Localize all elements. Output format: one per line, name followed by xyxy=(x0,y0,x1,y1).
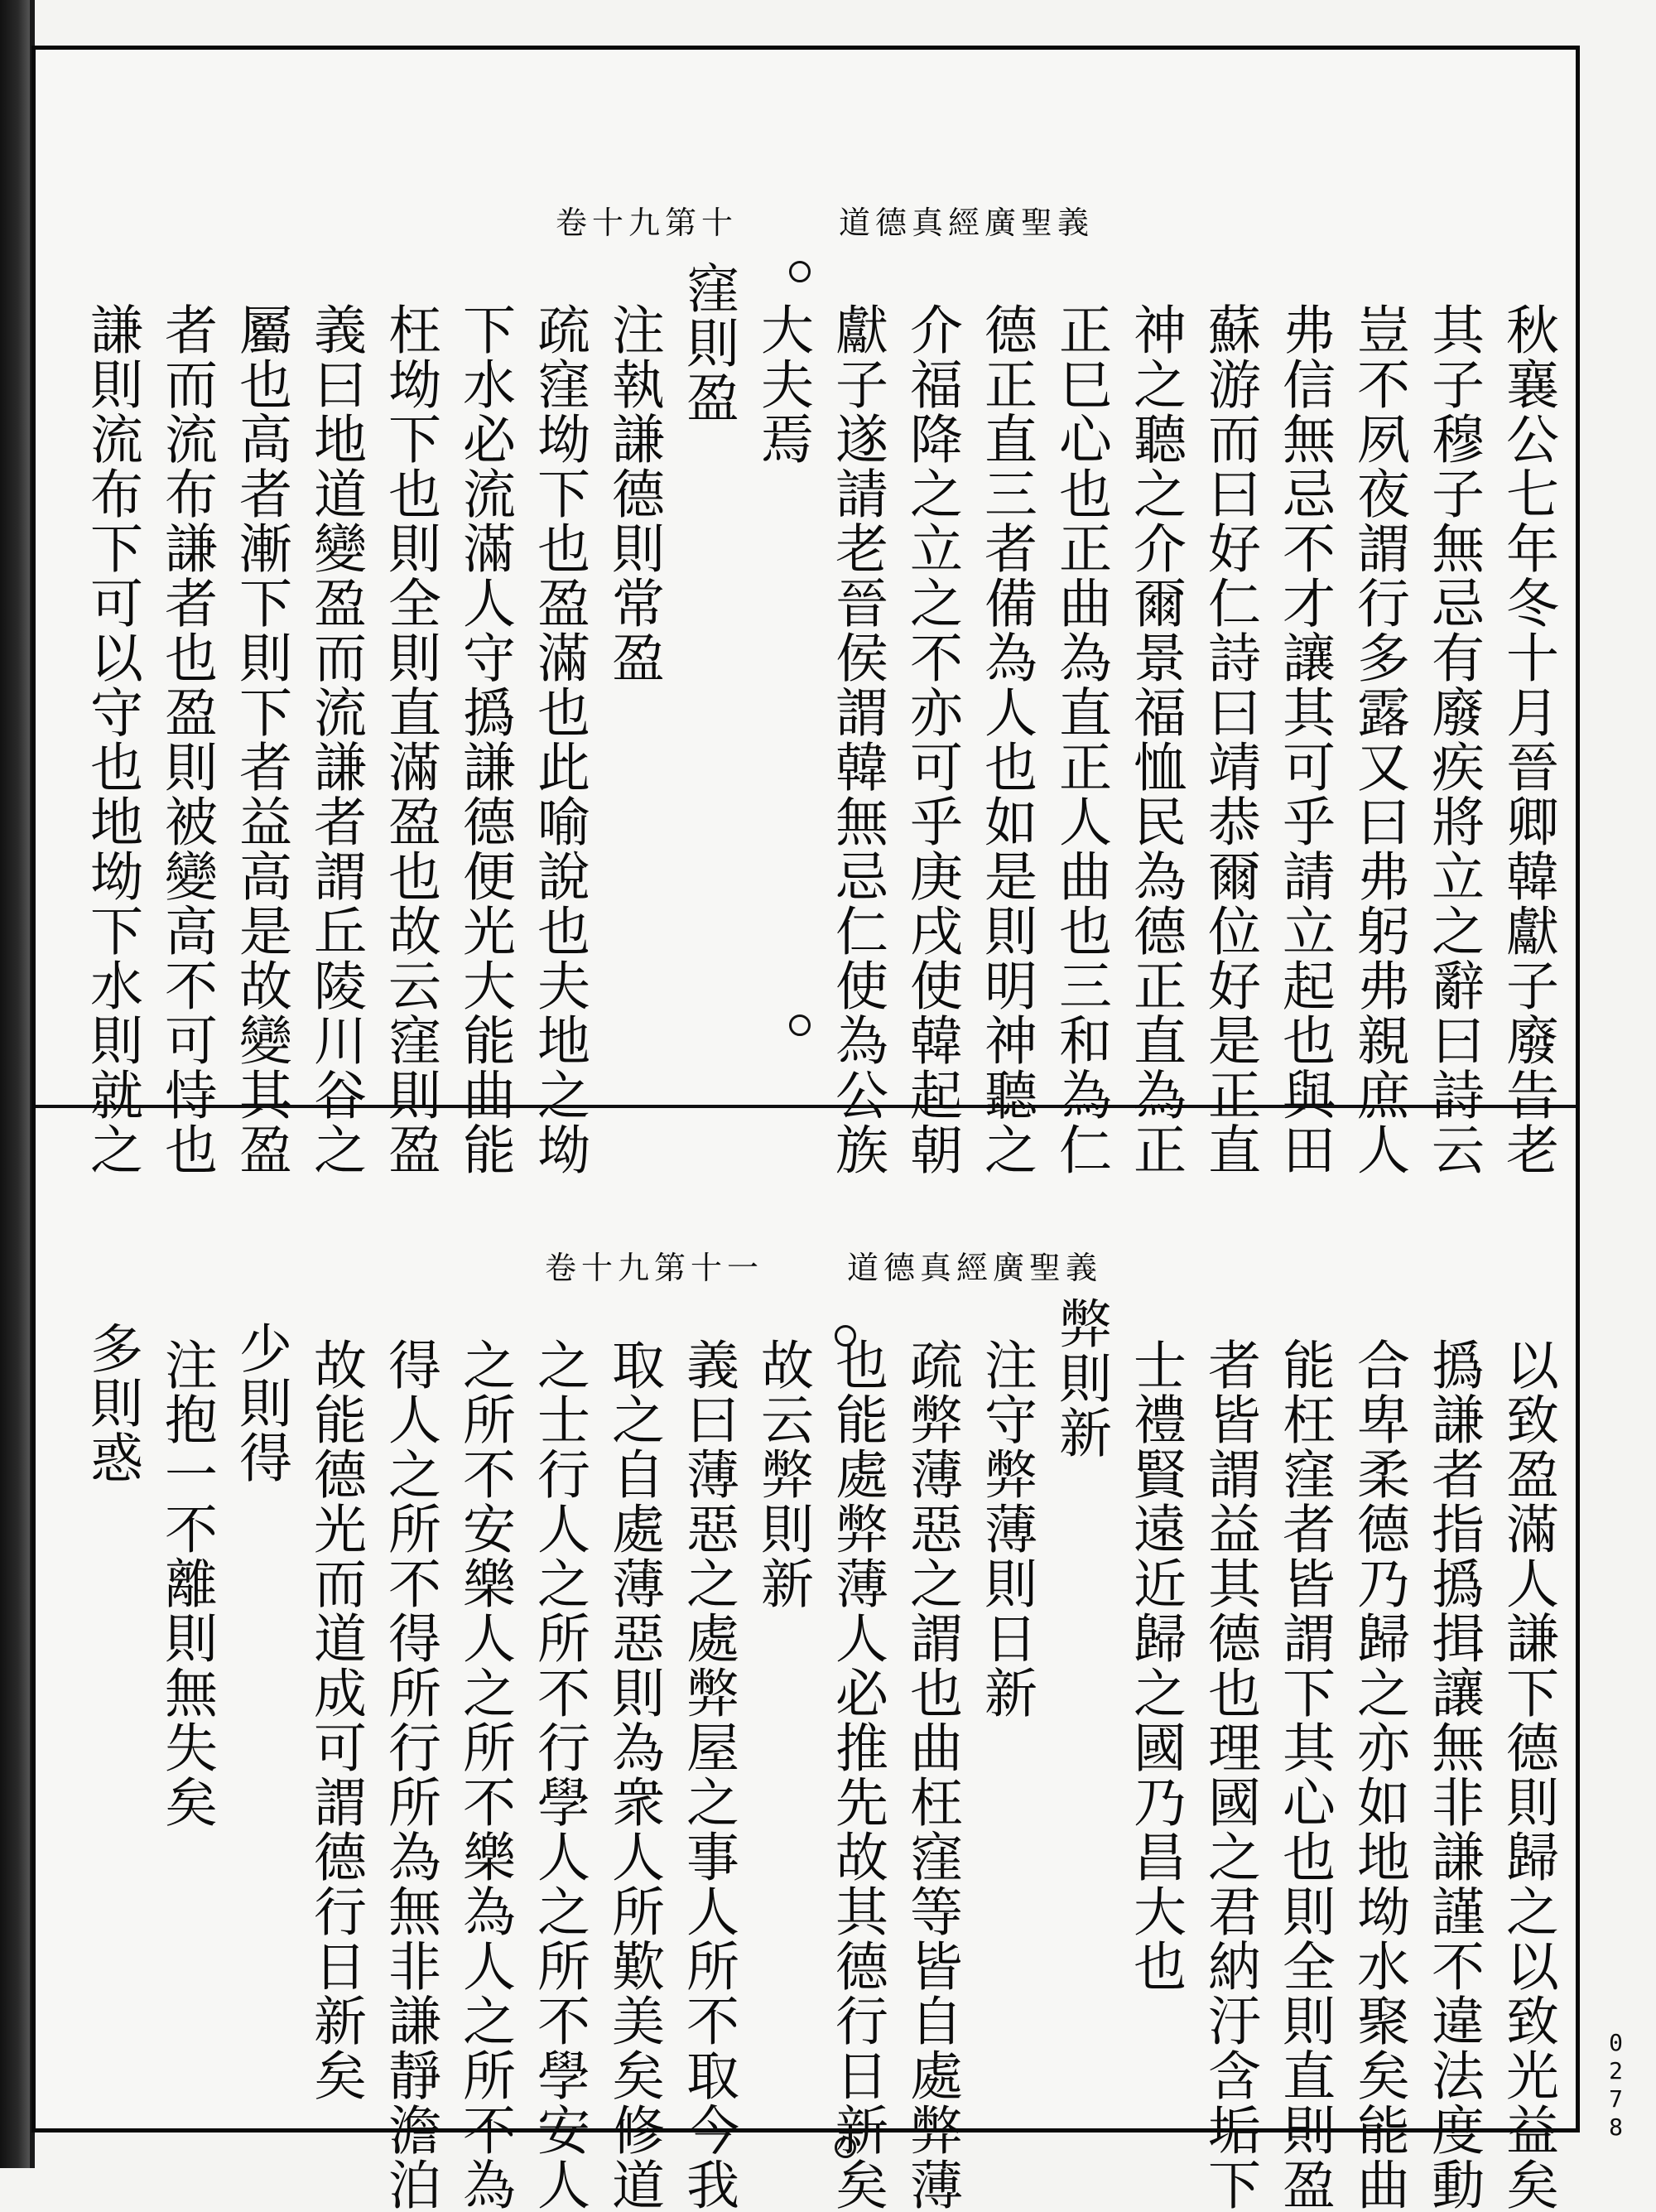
top-column-13: 注執謙德則常盈 xyxy=(603,302,664,685)
top-column-10: 獻子遂請老晉侯謂韓無忌仁使為公族 xyxy=(826,302,888,1177)
top-column-5: 蘇游而曰好仁詩曰靖恭爾位好是正直 xyxy=(1199,302,1260,1177)
bottom-column-11: 故云弊則新 xyxy=(752,1337,813,1611)
bottom-column-5: 者皆謂益其德也理國之君納汙含垢下 xyxy=(1199,1337,1260,2212)
bottom-column-16: 得人之所不得所行所為無非謙靜澹泊 xyxy=(379,1337,440,2212)
top-header-volume: 卷十九第十 xyxy=(556,205,739,241)
top-header-title: 道德真經廣聖義 xyxy=(839,205,1095,241)
top-column-16: 枉坳下也則全則直滿盈也故云窪則盈 xyxy=(379,302,440,1177)
top-column-12: 窪則盈 xyxy=(677,261,739,425)
bottom-column-18: 少則得 xyxy=(230,1321,291,1485)
bottom-header-title: 道德真經廣聖義 xyxy=(847,1250,1103,1286)
top-column-1: 秋襄公七年冬十月晉卿韓獻子廢告老 xyxy=(1497,302,1558,1177)
bottom-column-15: 之所不安樂人之所不樂為人之所不為 xyxy=(454,1337,515,2212)
top-column-8: 德正直三者備為人也如是則明神聽之 xyxy=(975,302,1037,1177)
section-circle-mark xyxy=(835,2137,856,2158)
top-column-14: 疏窪坳下也盈滿也此喻說也夫地之坳 xyxy=(528,302,590,1177)
book-binding-edge xyxy=(0,0,30,2168)
bottom-panel xyxy=(36,1110,1576,2212)
top-column-18: 屬也高者漸下則下者益高是故變其盈 xyxy=(230,302,291,1177)
bottom-column-9: 疏弊薄惡之謂也曲枉窪等皆自處弊薄 xyxy=(901,1337,962,2212)
top-running-header xyxy=(36,197,1576,247)
top-column-11: 大夫焉 xyxy=(752,302,813,466)
bottom-running-header xyxy=(36,1242,1576,1292)
top-column-9: 介福降之立之不亦可乎庚戌使韓起朝 xyxy=(901,302,962,1177)
top-column-2: 其子穆子無忌有廢疾將立之辭曰詩云 xyxy=(1423,302,1484,1177)
bottom-column-17: 故能德光而道成可謂德行日新矣 xyxy=(305,1337,366,2103)
top-column-15: 下水必流滿人守撝謙德便光大能曲能 xyxy=(454,302,515,1177)
bottom-column-7: 弊則新 xyxy=(1050,1296,1111,1460)
section-circle-mark xyxy=(789,261,811,282)
bottom-column-8: 注守弊薄則日新 xyxy=(975,1337,1037,1720)
bottom-column-13: 取之自處薄惡則為衆人所歎美矣修道 xyxy=(603,1337,664,2212)
bottom-column-1: 以致盈滿人謙下德則歸之以致光益矣 xyxy=(1497,1337,1558,2212)
top-column-4: 弗信無忌不才讓其可乎請立起也與田 xyxy=(1273,302,1335,1177)
section-circle-mark xyxy=(789,1014,811,1036)
top-column-6: 神之聽之介爾景福恤民為德正直為正 xyxy=(1124,302,1186,1177)
bottom-column-3: 合卑柔德乃歸之亦如地坳水聚矣能曲 xyxy=(1348,1337,1409,2212)
top-column-17: 義曰地道變盈而流謙者謂丘陵川谷之 xyxy=(305,302,366,1177)
top-column-19: 者而流布謙者也盈則被變高不可恃也 xyxy=(156,302,217,1177)
bottom-column-2: 撝謙者指撝揖讓無非謙謹不違法度動 xyxy=(1423,1337,1484,2212)
page-number: 0278 xyxy=(1602,2029,1630,2142)
top-column-20: 謙則流布下可以守也地坳下水則就之 xyxy=(81,302,142,1177)
bottom-column-20: 多則惑 xyxy=(81,1321,142,1485)
section-circle-mark xyxy=(835,1325,856,1347)
top-column-7: 正巳心也正曲為直正人曲也三和為仁 xyxy=(1050,302,1111,1177)
top-panel xyxy=(36,50,1576,1177)
bottom-header-volume: 卷十九第十一 xyxy=(545,1250,764,1286)
bottom-column-19: 注抱一不離則無失矣 xyxy=(156,1337,217,1829)
top-column-3: 豈不夙夜謂行多露又曰弗躬弗親庶人 xyxy=(1348,302,1409,1177)
bottom-column-4: 能枉窪者皆謂下其心也則全則直則盈 xyxy=(1273,1337,1335,2212)
bottom-column-12: 義曰薄惡之處弊屋之事人所不取今我 xyxy=(677,1337,739,2212)
bottom-column-10: 也能處弊薄人必推先故其德行日新矣 xyxy=(826,1337,888,2212)
bottom-column-14: 之士行人之所不行學人之所不學安人 xyxy=(528,1337,590,2212)
page-frame xyxy=(31,46,1580,2212)
bottom-column-6: 士禮賢遠近歸之國乃昌大也 xyxy=(1124,1337,1186,1993)
